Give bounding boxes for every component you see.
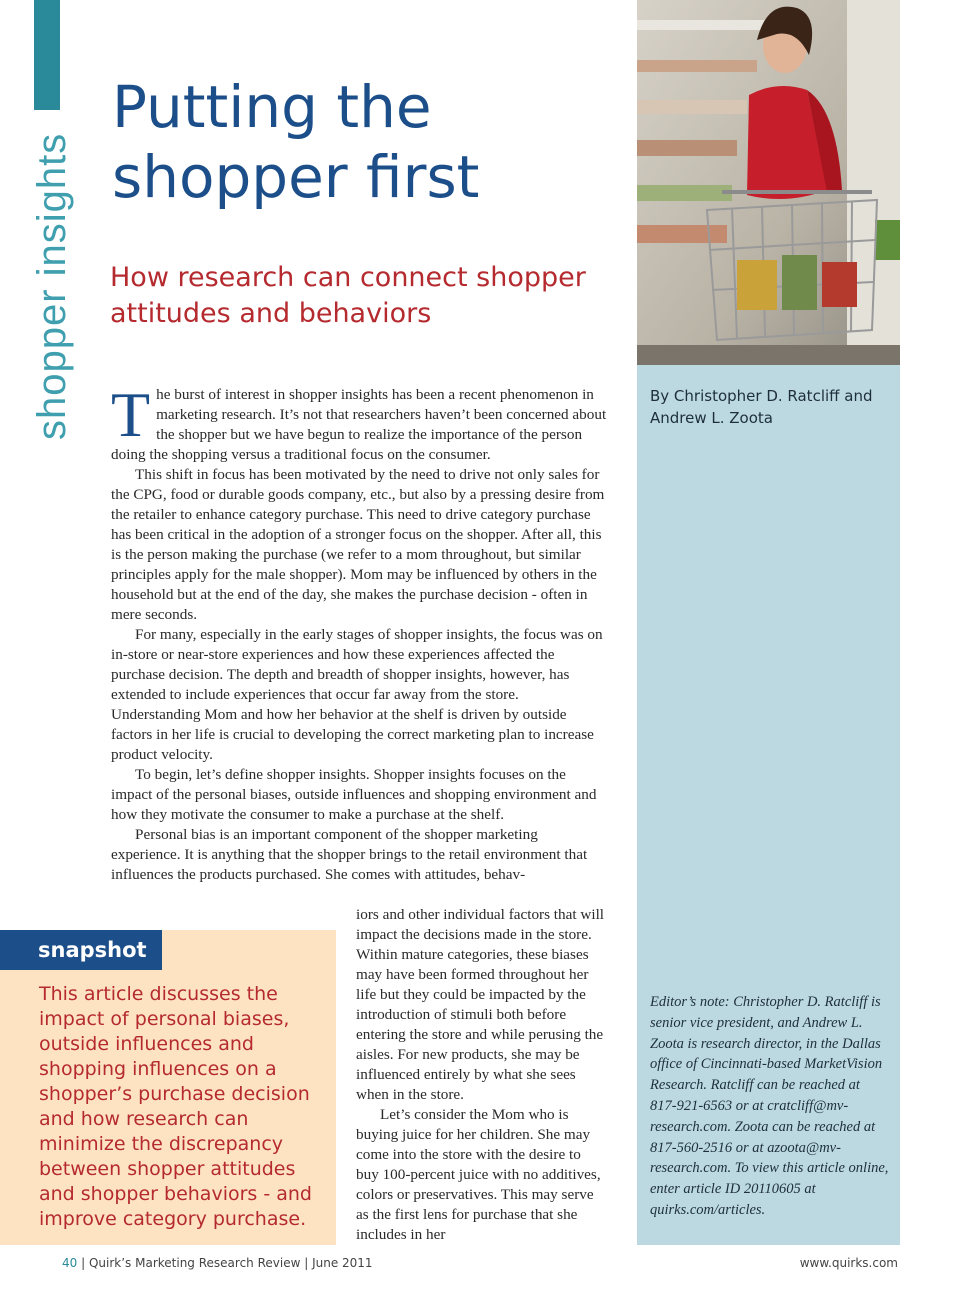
article-title: Putting the shopper first <box>112 73 480 211</box>
body-paragraph-1-text: he burst of interest in shopper insights has been a recent phenomenon in marketing research. It’s not that researchers haven’t been concerned about the shopper but we have begun to realize the importance of the person doing the shopping versus a traditional focus on the consumer. <box>111 386 607 463</box>
page-number: 40 <box>62 1256 78 1270</box>
snapshot-label: snapshot <box>0 930 162 970</box>
footer-website[interactable]: www.quirks.com <box>799 1256 898 1270</box>
section-accent-bar <box>34 0 60 110</box>
section-label: shopper insights <box>30 132 74 440</box>
body-paragraph-5: Personal bias is an important component of the shopper marketing experience. It is anything that the shopper brings to the retail environment that influences the products purchased. She comes with attitudes, behav- <box>111 826 588 883</box>
drop-cap: T <box>111 379 151 450</box>
editor-note: Editor’s note: Christopher D. Ratcliff is senior vice president, and Andrew L. Zoota is research director, in the Dallas office of Cincinnati-based MarketVision Research. Ratcliff can be reached at 817-921-6563 or at cratcliff@mv-research.com. Zoota can be reached at 817-560-2516 or at azoota@mv-research.com. To view this article online, enter article ID 20110605 at quirks.com/articles. <box>650 994 889 1218</box>
footer-separator: | <box>81 1256 89 1270</box>
article-body-upper <box>111 379 607 885</box>
article-body-lower <box>356 905 606 1245</box>
body-paragraph-3: For many, especially in the early stages of shopper insights, the focus was on in-store or near-store experiences and how these experiences affected the purchase decision. The depth and breadth of shopper insights, however, has extended to include experiences that occur far away from the store. Understanding Mom and how her behavior at the shelf is driven by outside factors in her life is crucial to developing the correct marketing plan to increase product velocity. <box>111 626 603 763</box>
author-sidebar <box>637 365 900 1245</box>
shopper-photo <box>637 0 900 365</box>
footer-publication: Quirk’s Marketing Research Review | June 2011 <box>88 1256 373 1270</box>
footer-left <box>62 1256 373 1270</box>
snapshot-box <box>0 930 336 1245</box>
shopper-photo-illustration <box>637 0 900 365</box>
body-paragraph-7: Let’s consider the Mom who is buying juice for her children. She may come into the store with the desire to buy 100-percent juice with no additives, colors or preservatives. This may serve as the first lens for purchase that she includes in her <box>356 1106 601 1243</box>
article-subtitle: How research can connect shopper attitudes and behaviors <box>110 262 586 329</box>
snapshot-text: This article discusses the impact of personal biases, outside influences and shopping influences on a shopper’s purchase decision and how research can minimize the discrepancy between shopper attitudes and shopper behaviors - and improve category purchase. <box>39 983 312 1230</box>
body-paragraph-6: iors and other individual factors that will impact the decisions made in the store. Within mature categories, these biases may have been formed throughout her life but they could be impacted by the introduction of stimuli both before entering the store and while perusing the aisles. For new products, she may be influenced entirely by what she sees when in the store. <box>356 906 605 1103</box>
author-byline: By Christopher D. Ratcliff and Andrew L. Zoota <box>650 387 873 427</box>
body-paragraph-4: To begin, let’s define shopper insights. Shopper insights focuses on the impact of the personal biases, outside influences and shopping environment and how they motivate the consumer to make a purchase at the shelf. <box>111 766 597 823</box>
body-paragraph-1 <box>111 379 607 465</box>
body-paragraph-2: This shift in focus has been motivated by the need to drive not only sales for the CPG, food or durable goods company, etc., but also by a pressing desire from the retailer to enhance category purchase. This need to drive category purchase has been critical in the adoption of a stronger focus on the shopper. After all, this is the person making the purchase (we refer to a mom throughout, but similar principles apply for the male shopper). Mom may be influenced by others in the household but at the end of the day, she makes the purchase decision - often in mere seconds. <box>111 466 605 623</box>
